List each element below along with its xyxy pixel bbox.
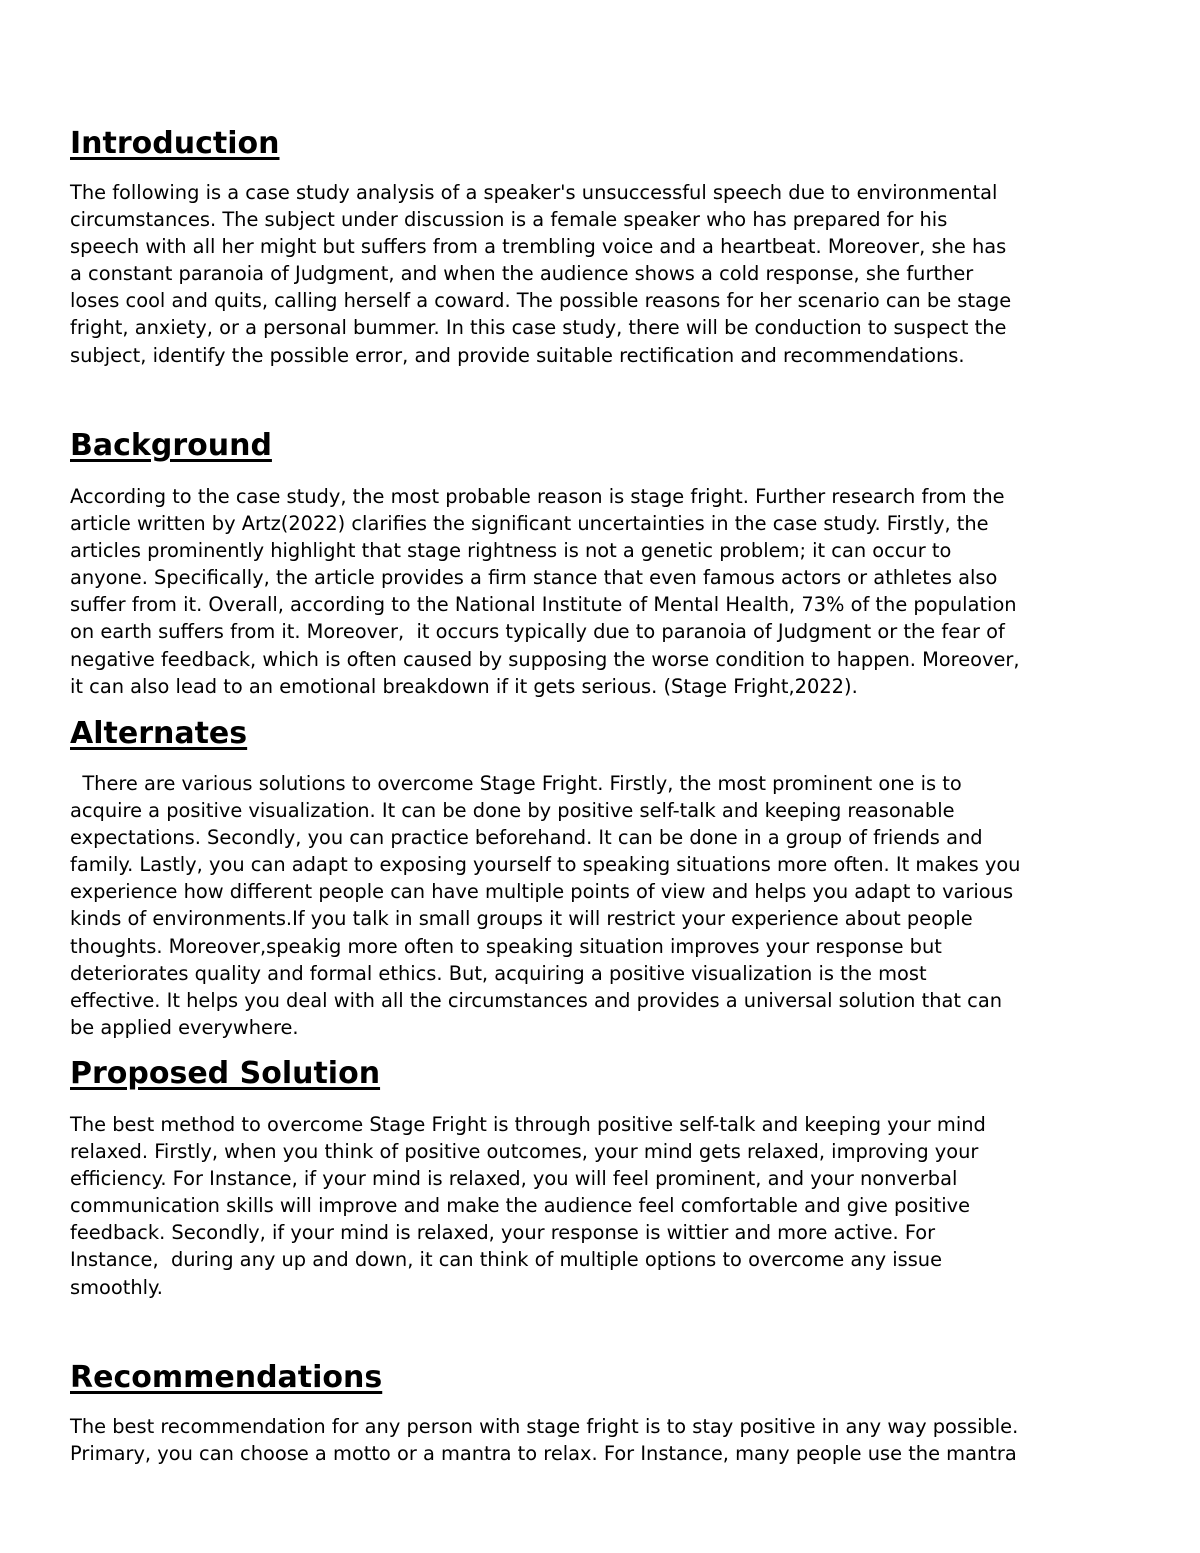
text-line: There are various solutions to overcome Stage Fright. Firstly, the most prominent one is to [70, 772, 962, 795]
text-line: acquire a positive visualization. It can be done by positive self-talk and keeping reasonable [70, 799, 955, 823]
text-line: Instance, during any up and down, it can think of multiple options to overcome any issue [70, 1248, 943, 1272]
text-line: speech with all her might but suffers from a trembling voice and a heartbeat. Moreover, she has [70, 235, 1007, 259]
section-body-recommendations [70, 1413, 1018, 1467]
text-line: deteriorates quality and formal ethics. But, acquiring a positive visualization is the most [70, 961, 927, 985]
section-heading-introduction: Introduction [70, 126, 280, 161]
text-line: According to the case study, the most probable reason is stage fright. Further research from the [70, 485, 1005, 508]
section-heading-proposed-solution: Proposed Solution [70, 1056, 381, 1091]
text-line: effective. It helps you deal with all the circumstances and provides a universal solution that can [70, 988, 1002, 1012]
text-line: on earth suffers from it. Moreover, it occurs typically due to paranoia of Judgment or the fear of [70, 620, 1005, 644]
text-line: Primary, you can choose a motto or a mantra to relax. For Instance, many people use the mantra [70, 1442, 1017, 1466]
text-line: subject, identify the possible error, and provide suitable rectification and recommendations. [70, 343, 965, 367]
text-line: suffer from it. Overall, according to the National Institute of Mental Health, 73% of the population [70, 593, 1017, 617]
section-body-introduction [70, 179, 1011, 369]
text-line: smoothly. [70, 1275, 163, 1299]
text-line: be applied everywhere. [70, 1015, 299, 1039]
text-line: negative feedback, which is often caused by supposing the worse condition to happen. Moreover, [70, 647, 1020, 671]
text-line: The best recommendation for any person with stage fright is to stay positive in any way possible. [70, 1415, 1019, 1438]
text-line: kinds of environments.If you talk in small groups it will restrict your experience about people [70, 907, 973, 931]
text-line: efficiency. For Instance, if your mind is relaxed, you will feel prominent, and your nonverbal [70, 1167, 958, 1191]
text-line: article written by Artz(2022) clarifies the significant uncertainties in the case study. Firstly, the [70, 512, 989, 536]
section-heading-alternates: Alternates [70, 716, 248, 751]
section-body-proposed-solution [70, 1111, 986, 1301]
text-line: loses cool and quits, calling herself a coward. The possible reasons for her scenario can be stage [70, 289, 1012, 313]
text-line: communication skills will improve and make the audience feel comfortable and give positive [70, 1194, 971, 1218]
section-body-background [70, 483, 1020, 700]
text-line: circumstances. The subject under discussion is a female speaker who has prepared for his [70, 208, 948, 232]
text-line: a constant paranoia of Judgment, and when the audience shows a cold response, she further [70, 262, 974, 286]
text-line: articles prominently highlight that stage rightness is not a genetic problem; it can occur to [70, 539, 952, 563]
text-line: fright, anxiety, or a personal bummer. In this case study, there will be conduction to suspect the [70, 316, 1007, 340]
text-line: it can also lead to an emotional breakdown if it gets serious. (Stage Fright,2022). [70, 674, 858, 698]
text-line: family. Lastly, you can adapt to exposing yourself to speaking situations more often. It makes you [70, 853, 1021, 877]
section-body-alternates [70, 770, 1020, 1041]
text-line: expectations. Secondly, you can practice beforehand. It can be done in a group of friends and [70, 826, 983, 850]
text-line: The following is a case study analysis of a speaker's unsuccessful speech due to environmental [70, 181, 998, 204]
section-heading-recommendations: Recommendations [70, 1360, 383, 1395]
section-heading-background: Background [70, 428, 272, 463]
text-line: anyone. Specifically, the article provides a firm stance that even famous actors or athletes also [70, 566, 998, 590]
text-line: feedback. Secondly, if your mind is relaxed, your response is wittier and more active. For [70, 1221, 936, 1245]
text-line: experience how different people can have multiple points of view and helps you adapt to various [70, 880, 1014, 904]
text-line: thoughts. Moreover,speakig more often to speaking situation improves your response but [70, 934, 942, 958]
text-line: relaxed. Firstly, when you think of positive outcomes, your mind gets relaxed, improving your [70, 1140, 979, 1164]
text-line: The best method to overcome Stage Fright is through positive self-talk and keeping your mind [70, 1113, 986, 1136]
